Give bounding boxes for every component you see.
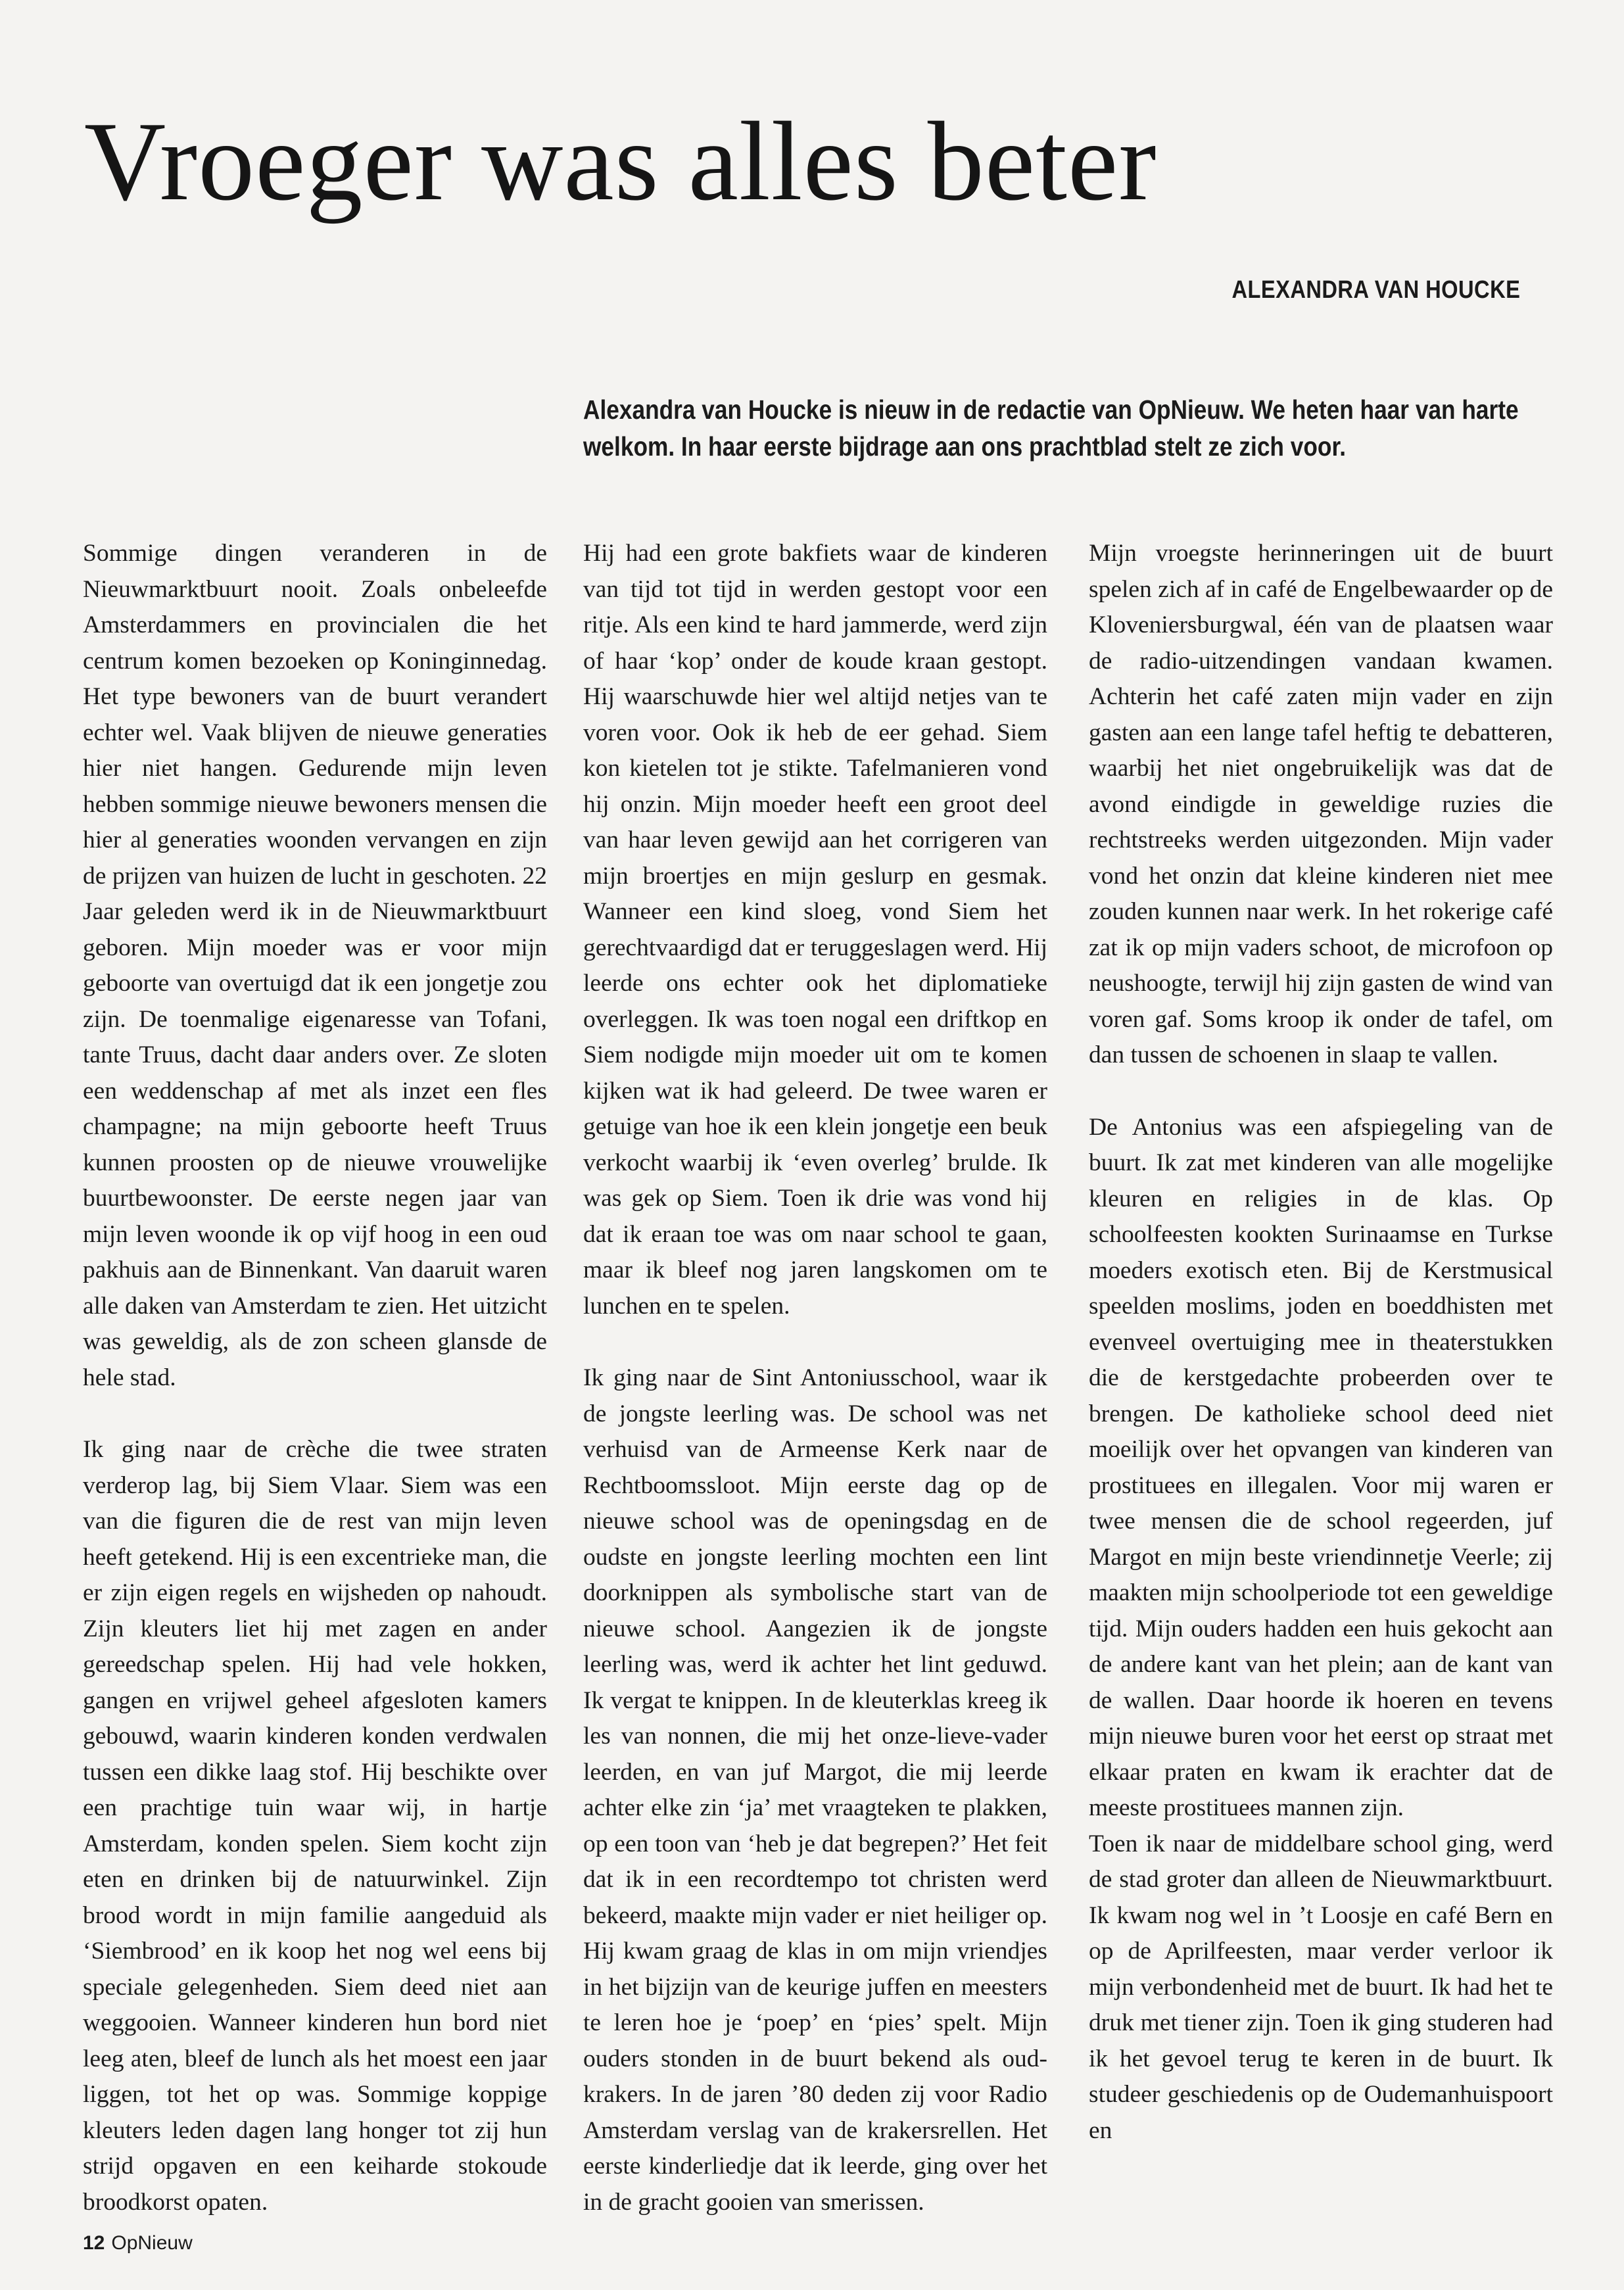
paragraph: Hij had een grote bakfiets waar de kinderen van tijd tot tijd in werden gestopt voor een ritje. Als een kind te hard jammerde, werd zijn of haar ‘kop’ onder de koude kraan gestopt. Hij waarschuwde hier wel altijd netjes van te voren voor. Ook ik heb de eer gehad. Siem kon kietelen tot je stikte. Tafelmanieren vond hij onzin. Mijn moeder heeft een groot deel van haar leven gewijd aan het corrigeren van mijn broertjes en mijn geslurp en gesmak. Wanneer een kind sloeg, vond Siem het gerechtvaardigd dat er teruggeslagen werd. Hij leerde ons echter ook het diplomatieke overleggen. Ik was toen nogal een driftkop en Siem nodigde mijn moeder uit om te komen kijken wat ik had geleerd. De twee waren er getuige van hoe ik een klein jongetje een beuk verkocht waarbij ik ‘even overleg’ brulde. Ik was gek op Siem. Toen ik drie was vond hij dat ik eraan toe was om naar school te gaan, maar ik bleef nog jaren langskomen om te lunchen en te spelen. bbox=[583, 540, 1047, 1320]
paragraph: Toen ik naar de middelbare school ging, werd de stad groter dan alleen de Nieuwmarktbuurt. Ik kwam nog wel in ’t Loosje en café Bern en op de Aprilfeesten, maar verder verloor ik mijn verbondenheid met de buurt. Ik had het te druk met tiener zijn. Toen ik ging studeren had ik het gevoel terug te keren in de buurt. Ik studeer geschiedenis op de Oudemanhuispoort en bbox=[1089, 1830, 1553, 2144]
paragraph: De Antonius was een afspiegeling van de buurt. Ik zat met kinderen van alle mogelijke kleuren en religies in de klas. Op schoolfeesten kookten Surinaamse en Turkse moeders exotisch eten. Bij de Kerstmusical speelden moslims, joden en boeddhisten met evenveel overtuiging mee in theaterstukken die de kerstgedachte probeerden over te brengen. De katholieke school deed niet moeilijk over het opvangen van kinderen van prostituees en illegalen. Voor mij waren er twee mensen die de school regeerden, juf Margot en mijn beste vriendinnetje Veerle; zij maakten mijn schoolperiode tot een geweldige tijd. Mijn ouders hadden een huis gekocht aan de andere kant van het plein; aan de kant van de wallen. Daar hoorde ik hoeren en tevens mijn nieuwe buren voor het eerst op straat met elkaar praten en kwam ik erachter dat de meeste prostituees mannen zijn. bbox=[1089, 1113, 1553, 1821]
page-footer bbox=[83, 2232, 193, 2254]
article-author: ALEXANDRA VAN HOUCKE bbox=[1231, 276, 1520, 304]
article-intro-text: Alexandra van Houcke is nieuw in de redactie van OpNieuw. We heten haar van harte welkom. In haar eerste bijdrage aan ons prachtblad stelt ze zich voor. bbox=[583, 394, 1519, 462]
paragraph: Ik ging naar de Sint Antoniusschool, waar ik de jongste leerling was. De school was net verhuisd van de Armeense Kerk naar de Rechtboomssloot. Mijn eerste dag op de nieuwe school was de openingsdag en de oudste en jongste leerling mochten een lint doorknippen als symbolische start van de nieuwe school. Aangezien ik de jongste leerling was, werd ik achter het lint geduwd. Ik vergat te knippen. In de kleuterklas kreeg ik les van nonnen, die mij het onze-lieve-vader leerden, en van juf Margot, die mij leerde achter elke zin ‘ja’ met vraagteken te plakken, op een toon van ‘heb je dat begrepen?’ Het feit dat ik in een recordtempo tot christen werd bekeerd, maakte mijn vader er niet heiliger op. Hij kwam graag de klas in om mijn vriendjes in het bijzijn van de keurige juffen en meesters te leren hoe je ‘poep’ en ‘pies’ spelt. Mijn ouders stonden in de buurt bekend als oud-krakers. In de jaren ’80 deden zij voor Radio Amsterdam verslag van de krakersrellen. Het eerste kinderliedje dat ik leerde, ging over het in de gracht gooien van smerissen. bbox=[583, 1364, 1047, 2216]
article-title: Vroeger was alles beter bbox=[84, 99, 1157, 224]
magazine-name: OpNieuw bbox=[111, 2232, 193, 2254]
paragraph: Sommige dingen veranderen in de Nieuwmarktbuurt nooit. Zoals onbeleefde Amsterdammers en provincialen die het centrum komen bezoeken op Koninginnedag. Het type bewoners van de buurt verandert echter wel. Vaak blijven de nieuwe generaties hier niet hangen. Gedurende mijn leven hebben sommige nieuwe bewoners mensen die hier al generaties woonden vervangen en zijn de prijzen van huizen de lucht in geschoten. 22 Jaar geleden werd ik in de Nieuwmarktbuurt geboren. Mijn moeder was er voor mijn geboorte van overtuigd dat ik een jongetje zou zijn. De toenmalige eigenaresse van Tofani, tante Truus, dacht daar anders over. Ze sloten een weddenschap af met als inzet een fles champagne; na mijn geboorte heeft Truus kunnen proosten op de nieuwe vrouwelijke buurtbewoonster. De eerste negen jaar van mijn leven woonde ik op vijf hoog in een oud pakhuis aan de Binnenkant. Van daaruit waren alle daken van Amsterdam te zien. Het uitzicht was geweldig, als de zon scheen glansde de hele stad. bbox=[83, 540, 547, 1391]
text-column-3 bbox=[1089, 536, 1553, 2185]
page-number: 12 bbox=[83, 2232, 105, 2254]
article-intro bbox=[583, 391, 1550, 465]
paragraph: Ik ging naar de crèche die twee straten verderop lag, bij Siem Vlaar. Siem was een van die figuren die de rest van mijn leven heeft getekend. Hij is een excentrieke man, die er zijn eigen regels en wijsheden op nahoudt. Zijn kleuters liet hij met zagen en ander gereedschap spelen. Hij had vele hokken, gangen en vrijwel geheel afgesloten kamers gebouwd, waarin kinderen konden verdwalen tussen een dikke laag stof. Hij beschikte over een prachtige tuin waar wij, in hartje Amsterdam, konden spelen. Siem kocht zijn eten en drinken bij de natuurwinkel. Zijn brood wordt in mijn familie aangeduid als ‘Siembrood’ en ik koop het nog wel eens bij speciale gelegenheden. Siem deed niet aan weggooien. Wanneer kinderen hun bord niet leeg aten, bleef de lunch als het moest een jaar liggen, tot het op was. Sommige koppige kleuters leden dagen lang honger tot zij hun strijd opgaven en een keiharde stokoude broodkorst opaten. bbox=[83, 1436, 547, 2216]
paragraph: Mijn vroegste herinneringen uit de buurt spelen zich af in café de Engelbewaarder op de Kloveniersburgwal, één van de plaatsen waar de radio-uitzendingen vandaan kwamen. Achterin het café zaten mijn vader en zijn gasten aan een lange tafel heftig te debatteren, waarbij het niet ongebruikelijk was dat de avond eindigde in geweldige ruzies die rechtstreeks werden uitgezonden. Mijn vader vond het onzin dat kleine kinderen niet mee zouden kunnen naar werk. In het rokerige café zat ik op mijn vaders schoot, de microfoon op neushoogte, terwijl hij zijn gasten de wind van voren gaf. Soms kroop ik onder de tafel, om dan tussen de schoenen in slaap te vallen. bbox=[1089, 540, 1553, 1068]
text-column-2 bbox=[583, 536, 1047, 2256]
text-column-1 bbox=[83, 536, 547, 2256]
